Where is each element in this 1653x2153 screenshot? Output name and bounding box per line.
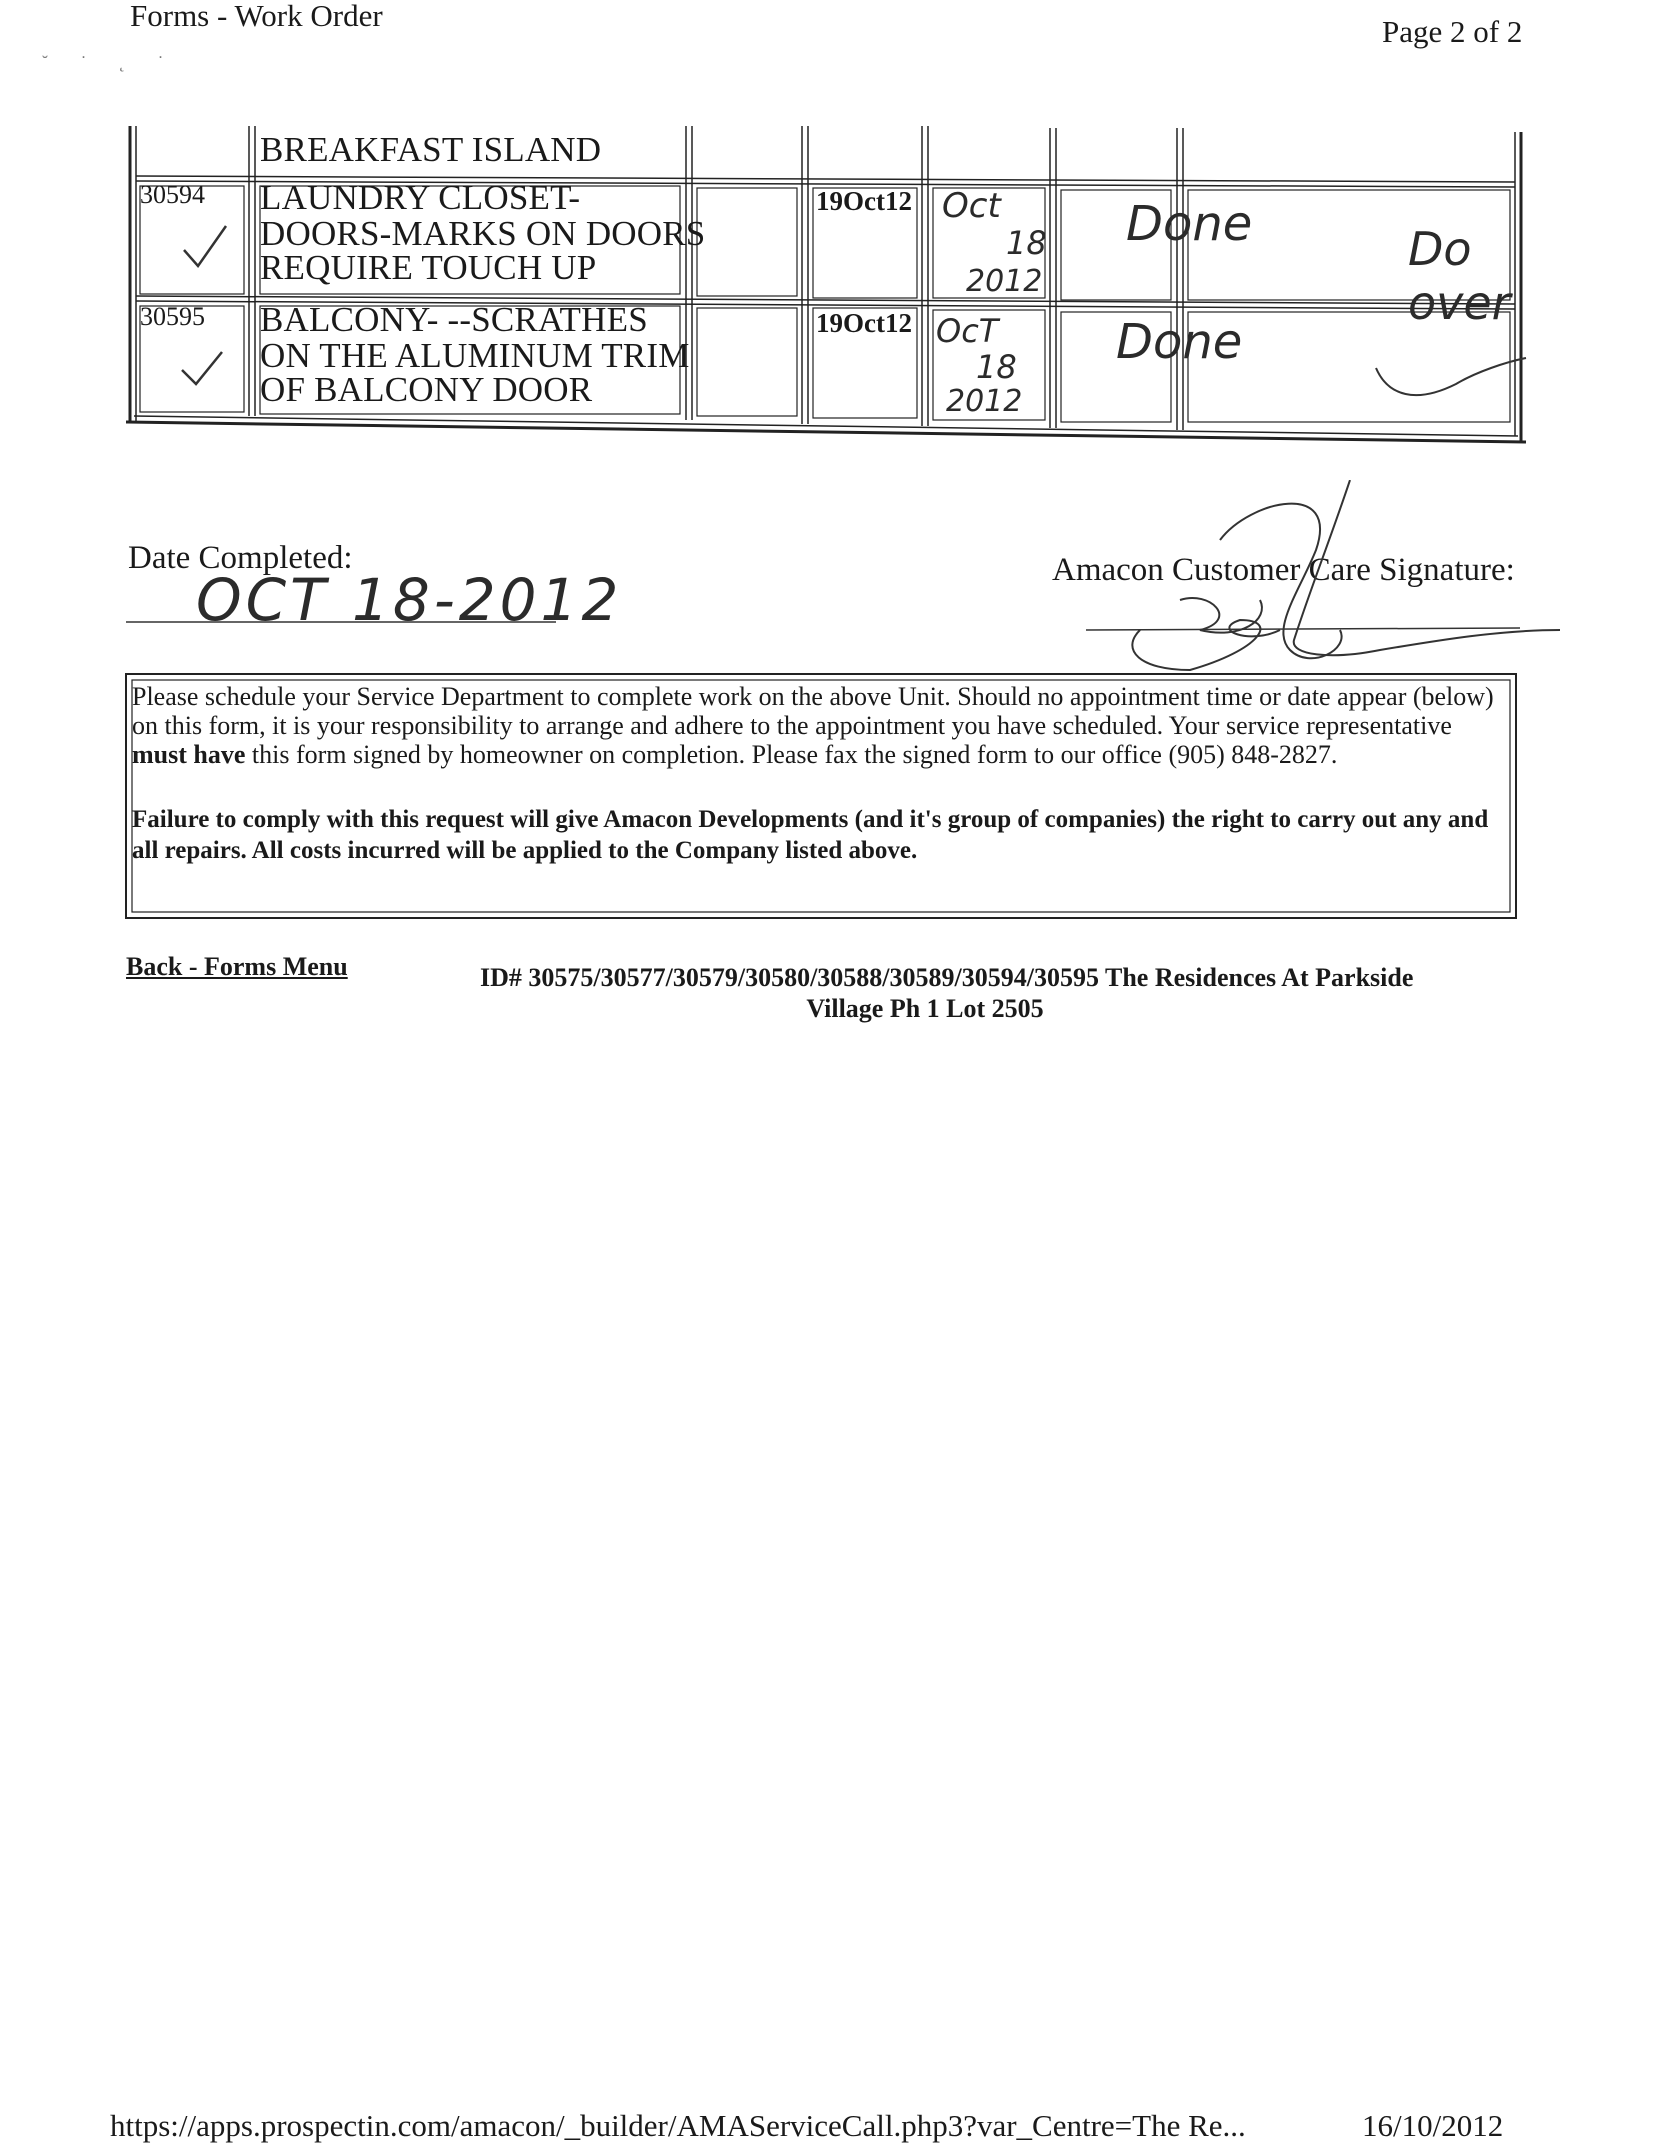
handwritten-status: Done — [1116, 314, 1243, 370]
row-description-line: REQUIRE TOUCH UP — [260, 248, 597, 287]
check-mark-icon — [182, 352, 222, 384]
handwritten-month: OcT — [936, 312, 999, 350]
work-order-id — [480, 962, 1520, 1024]
scan-specks: ˘ ˙ ˛ ˙ — [42, 52, 178, 72]
row-description-line: BALCONY- --SCRATHES — [260, 300, 648, 339]
row-description-line: LAUNDRY CLOSET- — [260, 178, 581, 217]
notice-paragraph — [132, 682, 1512, 769]
handwritten-status: Done — [1126, 196, 1253, 252]
back-forms-menu-link[interactable]: Back - Forms Menu — [126, 952, 348, 981]
notice-box — [120, 672, 1520, 922]
notice-emphasis: must have — [132, 740, 246, 769]
row-id: 30595 — [140, 302, 205, 331]
handwritten-month: Oct — [942, 186, 1001, 226]
notice-text-part: this form signed by homeowner on completion. Please fax the signed form to our office (905) 848-2827. — [245, 740, 1338, 769]
signature-label: Amacon Customer Care Signature: — [1052, 552, 1515, 588]
handwritten-day: 18 — [1006, 224, 1047, 262]
notice-warning: Failure to comply with this request will give Amacon Developments (and it's group of companies) the right to carry out any and all repairs. All costs incurred will be applied to the Company listed above. — [132, 806, 1489, 864]
row-date: 19Oct12 — [816, 186, 912, 216]
handwritten-completed-date: OCT 18-2012 — [196, 566, 623, 634]
row-description-line: OF BALCONY DOOR — [260, 370, 593, 409]
handwritten-note: Do over — [1408, 222, 1511, 330]
work-order-id-line1: ID# 30575/30577/30579/30580/30588/30589/30594/30595 The Residences At Parkside — [480, 963, 1414, 992]
handwritten-day: 18 — [976, 348, 1017, 386]
row-description-line: ON THE ALUMINUM TRIM — [260, 336, 690, 375]
handwritten-check-icon — [1376, 358, 1526, 395]
work-order-id-line2: Village Ph 1 Lot 2505 — [806, 994, 1044, 1023]
footer-date: 16/10/2012 — [1362, 2108, 1504, 2143]
document-title: Forms - Work Order — [130, 0, 383, 33]
row-description-line: DOORS-MARKS ON DOORS — [260, 214, 706, 253]
row-date: 19Oct12 — [816, 308, 912, 338]
handwritten-year: 2012 — [946, 384, 1023, 419]
date-completed-label: Date Completed: — [128, 540, 353, 576]
row-id: 30594 — [140, 180, 205, 209]
page-number: Page 2 of 2 — [1382, 14, 1523, 49]
handwritten-year: 2012 — [966, 264, 1043, 299]
notice-text-part: Please schedule your Service Department to complete work on the above Unit. Should no appointment time or date appear (below) on this form, it is your responsibility to arrange and adhere to the appointment you have scheduled. Your service representative — [132, 682, 1494, 740]
footer-url: https://apps.prospectin.com/amacon/_builder/AMAServiceCall.php3?var_Centre=The Re... — [110, 2108, 1246, 2143]
check-mark-icon — [184, 226, 226, 266]
work-order-table — [126, 126, 1527, 444]
row-description: BREAKFAST ISLAND — [260, 130, 602, 169]
signature-scribble-icon — [1080, 480, 1600, 680]
